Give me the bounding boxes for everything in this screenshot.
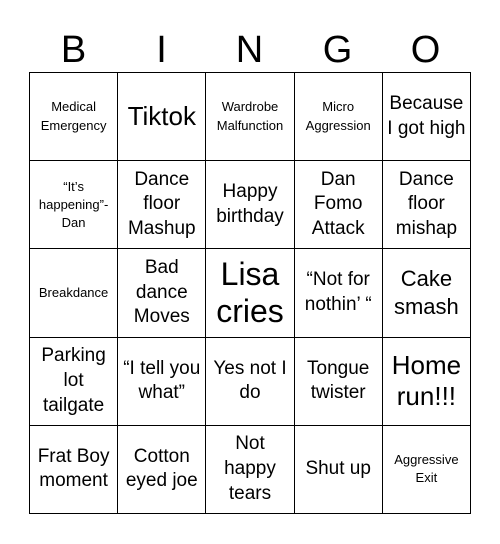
bingo-card-grid (29, 72, 471, 514)
bingo-cell[interactable]: Happy birthday (206, 161, 294, 249)
bingo-cell[interactable]: Cake smash (383, 249, 471, 337)
bingo-cell[interactable]: Because I got high (383, 73, 471, 161)
bingo-header (30, 20, 470, 80)
bingo-cell[interactable]: Home run!!! (383, 338, 471, 426)
bingo-cell[interactable]: Not happy tears (206, 426, 294, 514)
header-letter-o: O (410, 28, 442, 71)
bingo-cell[interactable]: “It’s happening”-Dan (30, 161, 118, 249)
header-letter-i: I (156, 28, 168, 71)
bingo-cell[interactable]: Frat Boy moment (30, 426, 118, 514)
bingo-cell[interactable]: Medical Emergency (30, 73, 118, 161)
bingo-cell[interactable]: Bad dance Moves (118, 249, 206, 337)
bingo-cell[interactable]: Parking lot tailgate (30, 338, 118, 426)
header-letter-n: N (235, 28, 265, 71)
bingo-cell[interactable]: “I tell you what” (118, 338, 206, 426)
bingo-cell[interactable]: Tiktok (118, 73, 206, 161)
bingo-cell[interactable]: Lisa cries (206, 249, 294, 337)
bingo-cell[interactable]: “Not for nothin’ “ (295, 249, 383, 337)
bingo-cell[interactable]: Dance floor Mashup (118, 161, 206, 249)
bingo-cell[interactable]: Dance floor mishap (383, 161, 471, 249)
bingo-cell[interactable]: Cotton eyed joe (118, 426, 206, 514)
bingo-cell[interactable]: Tongue twister (295, 338, 383, 426)
bingo-cell[interactable]: Aggressive Exit (383, 426, 471, 514)
bingo-cell[interactable]: Micro Aggression (295, 73, 383, 161)
bingo-cell[interactable]: Shut up (295, 426, 383, 514)
header-letter-b: B (60, 28, 88, 71)
bingo-cell[interactable]: Dan Fomo Attack (295, 161, 383, 249)
header-letter-g: G (322, 28, 354, 71)
bingo-cell[interactable]: Breakdance (30, 249, 118, 337)
bingo-cell[interactable]: Yes not I do (206, 338, 294, 426)
bingo-cell[interactable]: Wardrobe Malfunction (206, 73, 294, 161)
